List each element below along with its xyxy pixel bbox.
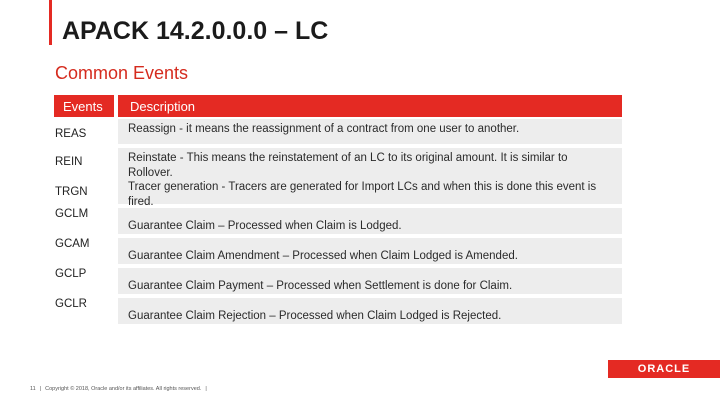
event-description-cell (118, 208, 622, 234)
event-code: REAS (55, 128, 87, 140)
event-code-cell (54, 298, 114, 324)
table-row (54, 148, 622, 208)
event-code: REIN (55, 156, 83, 168)
event-description: Reassign - it means the reassignment of a contract from one user to another. (128, 123, 520, 135)
table-header (54, 95, 622, 117)
event-description: Guarantee Claim – Processed when Claim is Lodged. (128, 220, 402, 232)
event-code: GCLP (55, 268, 87, 280)
event-description-line: Reinstate - This means the reinstatement of an LC to its original amount. It is similar to (128, 152, 568, 164)
footer-text (30, 386, 211, 392)
event-description-cell (118, 148, 622, 208)
table-row (54, 208, 622, 234)
event-description: Guarantee Claim Amendment – Processed when Claim Lodged is Amended. (128, 250, 518, 262)
event-description-cell (118, 119, 622, 144)
event-description-line: Rollover. (128, 166, 173, 179)
event-description-cell (118, 238, 622, 264)
header-events: Events (54, 95, 114, 117)
table-row (54, 298, 622, 324)
section-title: Common Events (55, 63, 189, 83)
event-code-cell (54, 119, 114, 144)
event-code-cell (54, 148, 114, 204)
footer-separator: | (205, 386, 207, 392)
event-code: GCAM (55, 238, 90, 250)
event-description-line: fired. (128, 195, 154, 208)
table-row (54, 119, 622, 144)
page-number: 11 (30, 386, 36, 392)
oracle-logo: ORACLE (637, 363, 691, 375)
table-row (54, 268, 622, 294)
footer-separator: | (39, 386, 42, 392)
event-description-line: Tracer generation - Tracers are generated for Import LCs and when this is done this event is (128, 181, 597, 193)
event-description: Guarantee Claim Payment – Processed when Settlement is done for Claim. (128, 280, 513, 292)
event-code: GCLR (55, 298, 87, 310)
event-code-cell (54, 238, 114, 264)
event-code-cell (54, 208, 114, 234)
table-row (54, 238, 622, 264)
event-description-cell (118, 268, 622, 294)
event-code-cell (54, 268, 114, 294)
copyright-text: Copyright © 2018, Oracle and/or its affiliates. All rights reserved. (45, 386, 202, 392)
slide-title: APACK 14.2.0.0.0 – LC (62, 17, 329, 45)
events-table (54, 95, 622, 324)
event-description-cell (118, 298, 622, 324)
event-description: Guarantee Claim Rejection – Processed when Claim Lodged is Rejected. (128, 310, 502, 322)
event-code: GCLM (55, 208, 89, 220)
header-description: Description (118, 95, 622, 117)
title-accent-bar (49, 0, 52, 45)
event-code: TRGN (55, 186, 88, 198)
